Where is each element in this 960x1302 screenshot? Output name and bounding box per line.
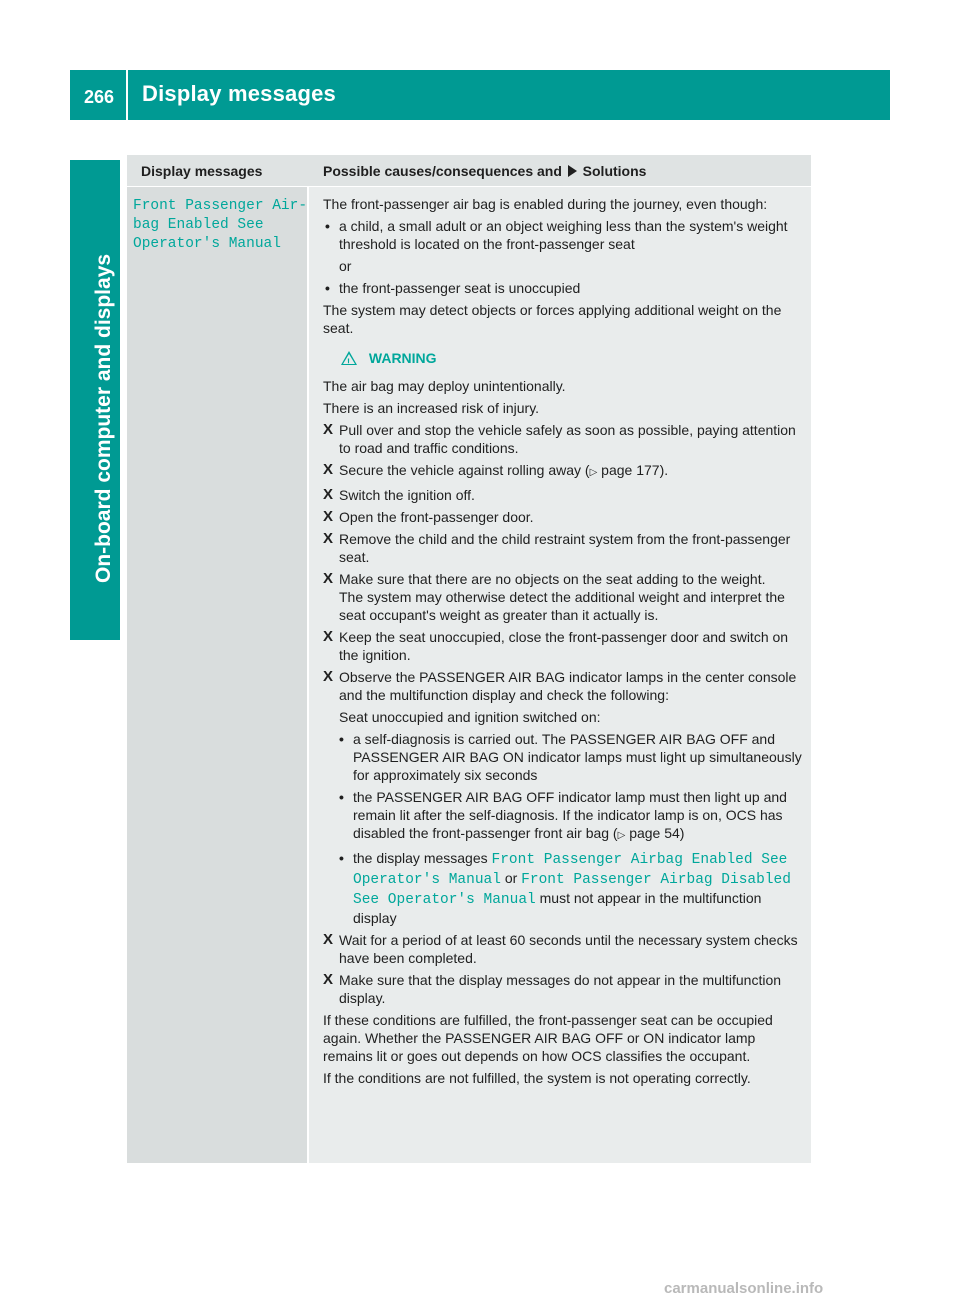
step-x-icon: X [323, 668, 334, 685]
solution-content [323, 195, 803, 1091]
step-text: Observe the PASSENGER AIR BAG indicator lamps in the center console and the multifunction display and check the following: [339, 669, 797, 703]
warning-label: WARNING [368, 350, 437, 366]
message-cell [127, 187, 307, 1163]
check-item: • a self-diagnosis is carried out. The PASSENGER AIR BAG OFF and PASSENGER AIR BAG ON indicator lamps must light up simultaneously for approximately six seconds [323, 730, 803, 784]
check-text: must not appear in the multifunction display [353, 890, 762, 926]
warning-heading [341, 349, 803, 367]
step-text: Make sure that the display messages do not appear in the multifunction display. [339, 972, 782, 1006]
chapter-label: On-board computer and displays [92, 253, 115, 583]
detect-text: The system may detect objects or forces applying additional weight on the seat. [323, 302, 782, 336]
step-item [323, 931, 803, 967]
col-header-causes-solutions [323, 163, 646, 179]
display-message-code-inline: Front Passenger Airbag Enabled See Operator's Manual [353, 852, 788, 888]
step-item [323, 971, 803, 1007]
check-intro: Seat unoccupied and ignition switched on: [339, 709, 601, 725]
step-item [323, 461, 803, 482]
fulfilled-text: If these conditions are fulfilled, the front-passenger seat can be occupied again. Whether the PASSENGER AIR BAG OFF or ON indicator lamp remains lit or goes out depends on how OCS classifies the occupant. [323, 1012, 773, 1064]
action-arrow-icon [568, 165, 577, 177]
col-header-display-messages: Display messages [141, 163, 263, 179]
step-text: Switch the ignition off. [339, 487, 475, 503]
page-ref-arrow-icon: ▷ [589, 467, 598, 478]
check-item [323, 849, 803, 927]
step-item [323, 486, 803, 504]
step-item [323, 421, 803, 457]
message-table [127, 155, 811, 1165]
step-x-icon: X [323, 421, 334, 438]
step-item [323, 570, 803, 624]
step-text: Open the front-passenger door. [339, 509, 534, 525]
warning-text: The air bag may deploy unintentionally. [323, 378, 566, 394]
display-message-code: Front Passenger Air‐ bag Enabled See Operator's Manual [133, 198, 308, 252]
display-message-code-inline: Front Passenger Airbag Disabled See Operator's Manual [353, 872, 791, 908]
step-note: The system may otherwise detect the additional weight and interpret the seat occupant's weight as greater than it actually is. [339, 589, 785, 623]
or-text: or [339, 258, 352, 274]
page-header [70, 70, 890, 120]
step-x-icon: X [323, 461, 334, 478]
step-x-icon: X [323, 508, 334, 525]
col-header-solutions-text: Solutions [582, 163, 647, 179]
step-item [323, 628, 803, 664]
check-item [323, 788, 803, 845]
header-divider [126, 70, 128, 120]
step-text: Remove the child and the child restraint system from the front-passenger seat. [339, 531, 791, 565]
page-title: Display messages [142, 81, 336, 106]
step-item [323, 508, 803, 526]
step-x-icon: X [323, 530, 334, 547]
intro-text: The front-passenger air bag is enabled during the journey, even though: [323, 196, 768, 212]
table-header-row [127, 155, 811, 186]
step-x-icon: X [323, 971, 334, 988]
col-header-causes-text: Possible causes/consequences and [323, 163, 562, 179]
step-text: Secure the vehicle against rolling away ( [339, 462, 590, 478]
check-text: the PASSENGER AIR BAG OFF indicator lamp must then light up and remain lit after the self-diagnosis. If the indicator lamp is on, OCS has disabled the front-passenger front air bag ( [353, 789, 787, 841]
step-text: Pull over and stop the vehicle safely as soon as possible, paying attention to road and traffic conditions. [339, 422, 796, 456]
page-number: 266 [84, 87, 115, 107]
page-ref-link[interactable]: page 54) [625, 825, 685, 841]
step-text: Make sure that there are no objects on the seat adding to the weight. [339, 571, 766, 587]
cause-item: • a child, a small adult or an object weighing less than the system's weight threshold is located on the front-passenger seat [323, 217, 803, 253]
check-text: the display messages [353, 850, 492, 866]
not-fulfilled-text: If the conditions are not fulfilled, the system is not operating correctly. [323, 1070, 751, 1086]
step-x-icon: X [323, 931, 334, 948]
watermark: carmanualsonline.info [664, 1280, 824, 1297]
step-x-icon: X [323, 486, 334, 503]
step-item [323, 668, 803, 704]
check-text: or [500, 870, 522, 886]
warning-text: There is an increased risk of injury. [323, 400, 540, 416]
step-x-icon: X [323, 570, 334, 587]
step-x-icon: X [323, 628, 334, 645]
step-text: Wait for a period of at least 60 seconds until the necessary system checks have been completed. [339, 932, 798, 966]
warning-triangle-icon [341, 351, 357, 365]
cause-item: • the front-passenger seat is unoccupied [323, 279, 803, 297]
page-ref-link[interactable]: page 177). [597, 462, 669, 478]
step-text: Keep the seat unoccupied, close the front-passenger door and switch on the ignition. [339, 629, 789, 663]
page-ref-arrow-icon: ▷ [617, 830, 626, 841]
step-item [323, 530, 803, 566]
